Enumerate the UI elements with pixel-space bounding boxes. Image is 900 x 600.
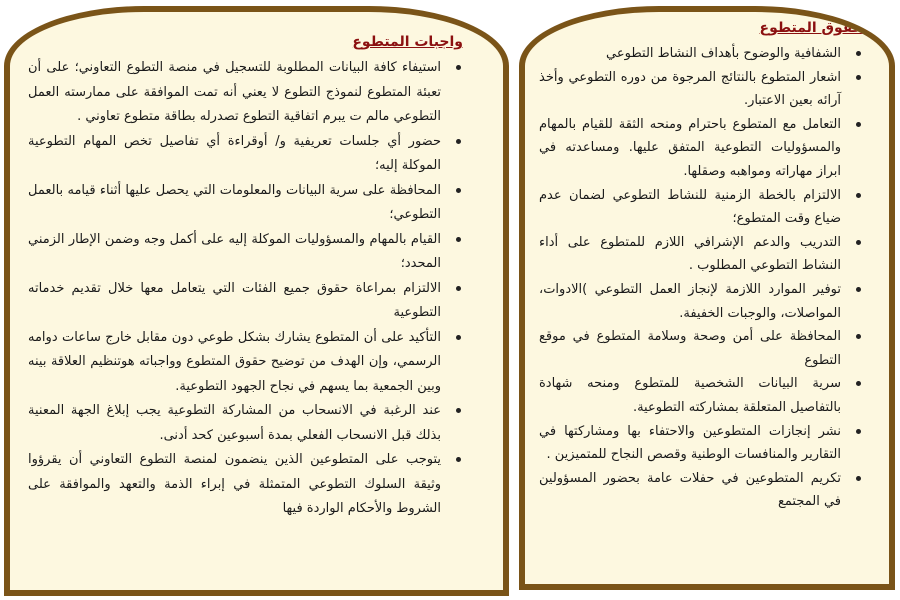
list-item: اشعار المتطوع بالنتائج المرجوة من دوره التطوعي وأخذ آرائه بعين الاعتبار. [539, 66, 841, 113]
list-item: الالتزام بالخطة الزمنية للنشاط التطوعي لضمان عدم ضياع وقت المتطوع؛ [539, 184, 841, 231]
list-item: المحافظة على سرية البيانات والمعلومات التي يحصل عليها أثناء قيامه بالعمل التطوعي؛ [28, 179, 441, 228]
list-item: نشر إنجازات المتطوعين والاحتفاء بها ومشاركتها في التقارير والمنافسات الوطنية وقصص النجاح للمتميزين . [539, 420, 841, 467]
list-item: التعامل مع المتطوع باحترام ومنحه الثقة للقيام بالمهام والمسؤوليات التطوعية المتفق عليها. ومساعدته في ابراز مهاراته ومواهبه وصقلها. [539, 113, 841, 184]
duties-heading: واجبات المتطوع [352, 34, 463, 50]
list-item: الشفافية والوضوح بأهداف النشاط التطوعي [539, 42, 841, 66]
list-item: يتوجب على المتطوعين الذين ينضمون لمنصة التطوع التعاوني أن يقرؤوا وثيقة السلوك التطوعي المتمثلة في إبراء الذمة والتعهد والموافقة على الشروط والأحكام الواردة فيها [28, 448, 441, 522]
list-item: حضور أي جلسات تعريفية و/ أوقراءة أي تفاصيل تخص المهام التطوعية الموكلة إليه؛ [28, 130, 441, 179]
list-item: القيام بالمهام والمسؤوليات الموكلة إليه على أكمل وجه وضمن الإطار الزمني المحدد؛ [28, 228, 441, 277]
list-item: التأكيد على أن المتطوع يشارك بشكل طوعي دون مقابل خارج ساعات دوامه الرسمي، وإن الهدف من توضيح حقوق المتطوع وواجباته هوتنظيم العلاقة بينه وبين الجمعية بما يسهم في نجاح الجهود التطوعية. [28, 326, 441, 400]
duties-list [28, 56, 463, 522]
rights-list [539, 42, 863, 514]
list-item: سرية البيانات الشخصية للمتطوع ومنحه شهادة بالتفاصيل المتعلقة بمشاركته التطوعية. [539, 372, 841, 419]
rights-heading: حقوق المتطوع [759, 20, 863, 36]
list-item: استيفاء كافة البيانات المطلوبة للتسجيل في منصة التطوع التعاوني؛ على أن تعبئة المتطوع لنموذج التطوع لا يعني أنه تمت الموافقة على ممارسته العمل التطوعي مالم ت يبرم اتفاقية التطوع تصدرله بطاقة متطوع تعاوني . [28, 56, 441, 130]
list-item: عند الرغبة في الانسحاب من المشاركة التطوعية يجب إبلاغ الجهة المعنية بذلك قبل الانسحاب الفعلي بمدة أسبوعين كحد أدنى. [28, 399, 441, 448]
list-item: التدريب والدعم الإشرافي اللازم للمتطوع على أداء النشاط التطوعي المطلوب . [539, 231, 841, 278]
list-item: توفير الموارد اللازمة لإنجاز العمل التطوعي )الادوات، المواصلات، والوجبات الخفيفة. [539, 278, 841, 325]
list-item: تكريم المتطوعين في حفلات عامة بحضور المسؤولين في المجتمع [539, 467, 841, 514]
volunteer-duties-panel [4, 6, 509, 596]
volunteer-rights-panel [519, 6, 895, 590]
list-item: المحافظة على أمن وصحة وسلامة المتطوع في موقع التطوع [539, 325, 841, 372]
list-item: الالتزام بمراعاة حقوق جميع الفئات التي يتعامل معها خلال تقديم خدماته التطوعية [28, 277, 441, 326]
